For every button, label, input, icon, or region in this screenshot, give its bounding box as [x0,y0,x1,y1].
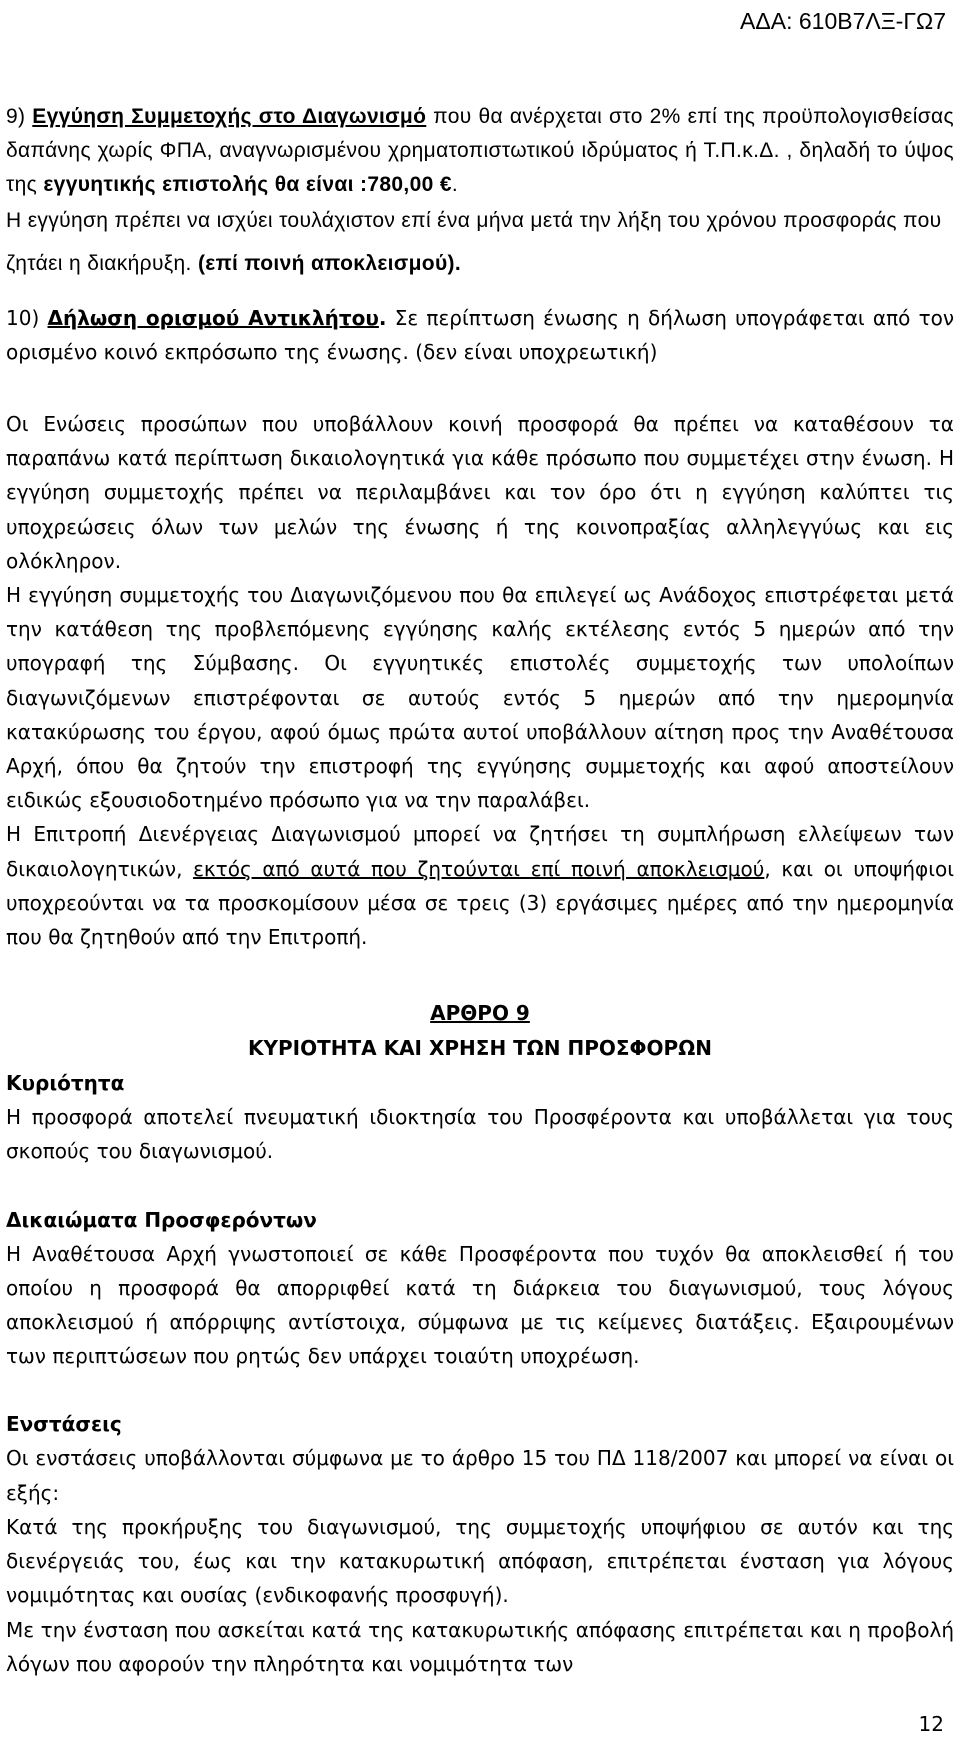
objections-title: Ενστάσεις [6,1412,122,1437]
objections-text-2: Κατά της προκήρυξης του διαγωνισμού, της συμμετοχής υποψήφιου σε αυτόν και της διενέργειάς του, έως και την κατακυρωτική απόφαση, επιτρέπεται ένσταση για λόγους νομιμότητας και ουσίας (ενδικοφανής προσφυγή). [6,1514,954,1608]
ownership-text: Η προσφορά αποτελεί πνευματική ιδιοκτησία του Προσφέροντα και υποβάλλεται για τους σκοπούς του διαγωνισμού. [6,1105,954,1164]
item-9 [6,100,954,203]
committee-text-a: Η Επιτροπή Διενέργειας Διαγωνισμού μπορεί να ζητήσει τη συμπλήρωση ελλείψεων των δικαιολογητικών, [6,822,954,881]
item-9-title: Εγγύηση Συμμετοχής στο Διαγωνισμό [32,105,427,128]
item-10 [6,301,954,369]
ada-code: ΑΔΑ: 610Β7ΛΞ-ΓΩ7 [740,8,946,34]
joint-bids-paragraph: Οι Ενώσεις προσώπων που υποβάλλουν κοινή προσφορά θα πρέπει να καταθέσουν τα παραπάνω κατά περίπτωση δικαιολογητικά για κάθε πρόσωπο που συμμετέχει στην ένωση. Η εγγύηση συμμετοχής πρέπει να περιλαμβάνει και τον όρο ότι η εγγύηση καλύπτει τις υποχρεώσεις όλων των μελών της ένωσης ή της κοινοπραξίας αλληλεγγύως και εις ολόκληρον. [6,412,954,573]
rights-text: Η Αναθέτουσα Αρχή γνωστοποιεί σε κάθε Προσφέροντα που τυχόν θα αποκλεισθεί ή του οποίου η προσφορά θα απορριφθεί κατά τη διάρκεια του διαγωνισμού, τους λόγους αποκλεισμού ή απόρριψης αντίστοιχα, σύμφωνα με τις κείμενες διατάξεις. Εξαιρουμένων των περιπτώσεων που ρητώς δεν υπάρχει τοιαύτη υποχρέωση. [6,1241,954,1369]
committee-paragraph [6,817,954,954]
objections-text-3: Με την ένσταση που ασκείται κατά της κατακυρωτικής απόφασης επιτρέπεται και η προβολή λόγων που αφορούν την πληρότητα και νομιμότητα των [6,1617,954,1676]
guarantee-return-paragraph: Η εγγύηση συμμετοχής του Διαγωνιζόμενου που θα επιλεγεί ως Ανάδοχος επιστρέφεται μετά την κατάθεση της προβλεπόμενης εγγύησης καλής εκτέλεσης εντός 5 ημερών από την υπογραφή της Σύμβασης. Οι εγγυητικές επιστολές συμμετοχής των υπολοίπων διαγωνιζόμενων επιστρέφονται σε αυτούς εντός 5 ημερών από την ημερομηνία κατακύρωσης του έργου, αφού όμως πρώτα αυτοί υποβάλλουν αίτηση προς την Αναθέτουσα Αρχή, όπου θα ζητούν την επιστροφή της εγγύησης συμμετοχής και αφού αποστείλουν ειδικώς εξουσιοδοτημένο πρόσωπο για να την παραλάβει. [6,583,954,813]
committee-underlined: εκτός από αυτά που ζητούνται επί ποινή αποκλεισμού [193,856,765,881]
article-number: ΑΡΘΡΟ 9 [430,1001,530,1026]
item-10-title: Δήλωση ορισμού Αντικλήτου [47,305,379,330]
ownership-title: Κυριότητα [6,1071,125,1096]
article-title: ΚΥΡΙΟΤΗΤΑ ΚΑΙ ΧΡΗΣΗ ΤΩΝ ΠΡΟΣΦΟΡΩΝ [248,1036,712,1061]
item-9-number: 9) [6,105,26,128]
item-10-text: Σε περίπτωση ένωσης η δήλωση υπογράφεται από τον ορισμένο κοινό εκπρόσωπο της ένωσης. (δεν είναι υποχρεωτική) [6,305,955,364]
item-9-penalty: (επί ποινή αποκλεισμού). [197,251,462,275]
item-9-dot: . [451,173,459,197]
item-10-number: 10) [6,305,40,330]
committee-text-b: , και οι υποψήφιοι υποχρεούνται να τα προσκομίσουν μέσα σε τρεις (3) εργάσιμες ημέρες από την ημερομηνία που θα ζητηθούν από την Επιτροπή. [6,856,955,950]
document-body [6,100,954,1681]
item-9-amount: εγγυητικής επιστολής θα είναι :780,00 € [43,173,452,197]
item-10-dot: . [378,305,387,330]
item-9-validity [6,199,954,285]
objections-text-1: Οι ενστάσεις υποβάλλονται σύμφωνα με το άρθρο 15 του ΠΔ 118/2007 και μπορεί να είναι οι εξής: [6,1446,954,1505]
rights-title: Δικαιώματα Προσφερόντων [6,1207,317,1232]
item-9-text: που θα ανέρχεται στο 2% επί της προϋπολογισθείσας δαπάνης χωρίς ΦΠΑ, αναγνωρισμένου χρηματοπιστωτικού ιδρύματος ή Τ.Π.κ.Δ. , δηλαδή το ύψος της [6,105,955,197]
item-9-validity-text: Η εγγύηση πρέπει να ισχύει τουλάχιστον επί ένα μήνα μετά την λήξη του χρόνου προσφοράς που ζητάει η διακήρυξη. [6,208,942,275]
page-number: 12 [918,1712,944,1736]
